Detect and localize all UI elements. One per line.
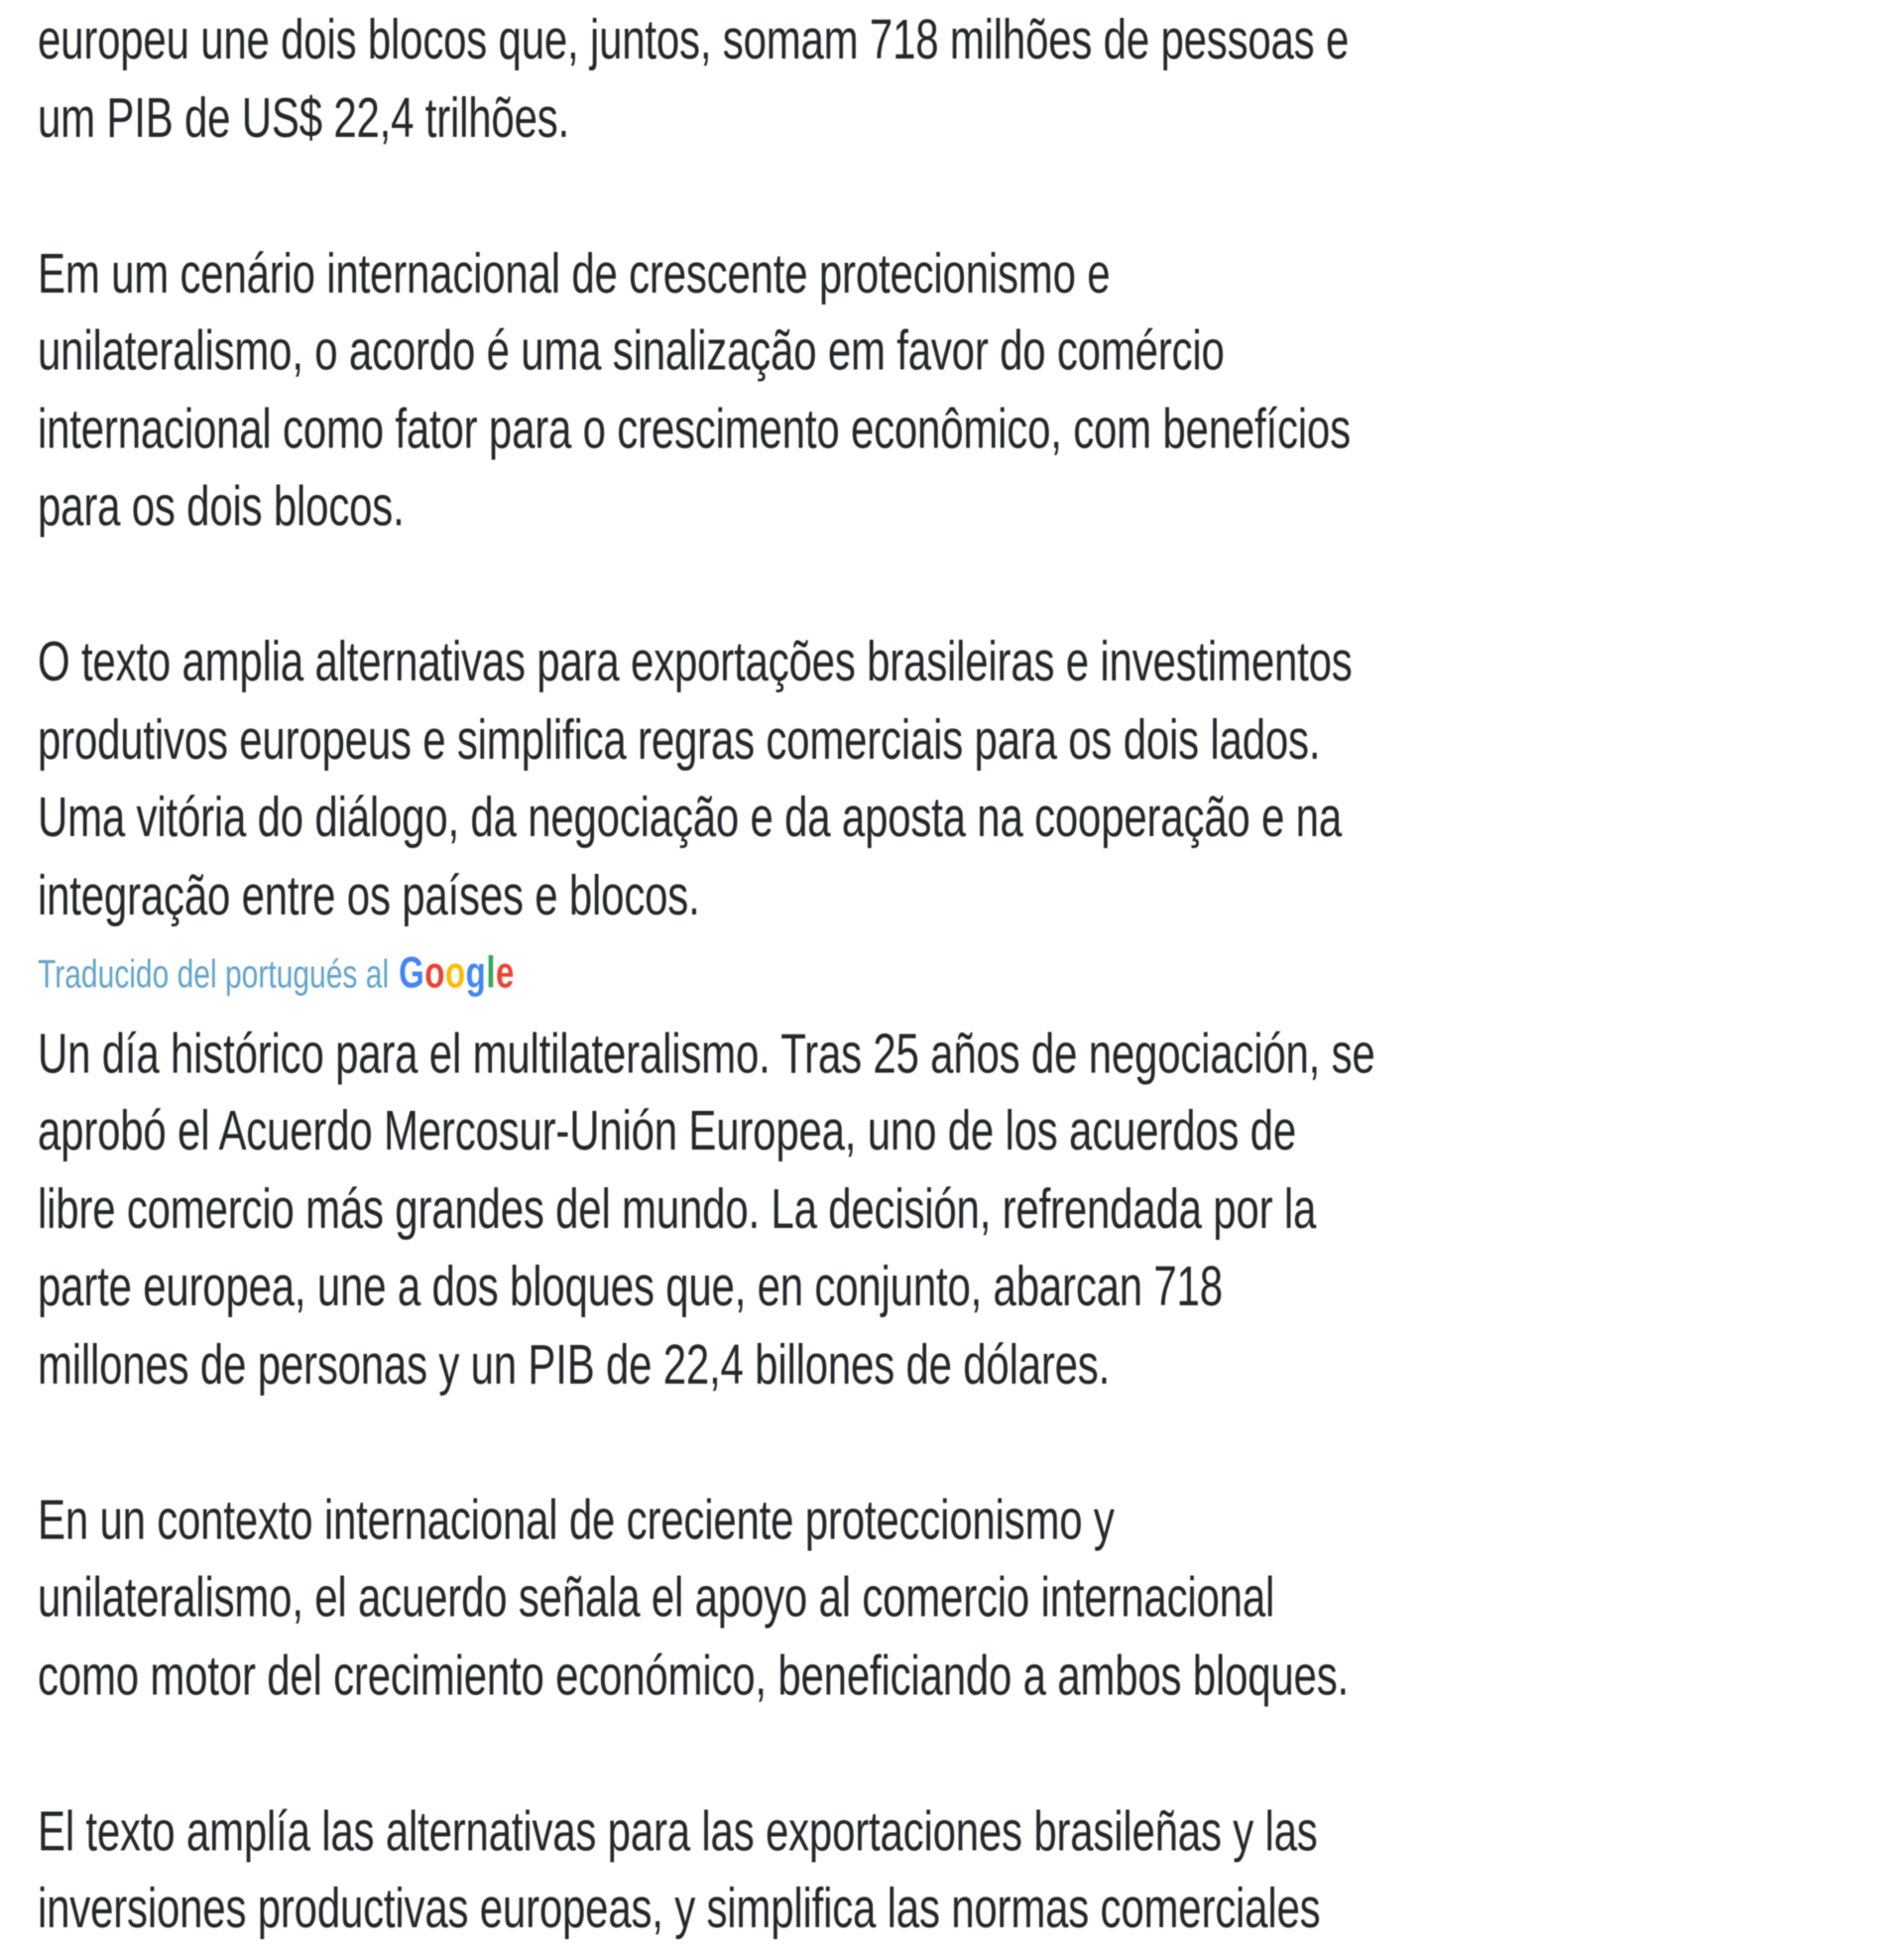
text-line: Em um cenário internacional de crescente protecionismo e <box>38 241 1111 304</box>
text-line: En un contexto internacional de creciente proteccionismo y <box>38 1488 1115 1551</box>
text-line: produtivos europeus e simplifica regras comerciais para os dois lados. <box>38 707 1321 771</box>
translated-paragraph-2 <box>38 1481 1902 1714</box>
translated-paragraph-3 <box>38 1792 1902 1948</box>
translation-attribution-label[interactable]: Traducido del portugués al <box>38 952 390 997</box>
original-paragraph-2 <box>38 235 1902 547</box>
text-line: unilateralismo, el acuerdo señala el apoyo al comercio internacional <box>38 1565 1275 1629</box>
text-line: integração entre os países e blocos. <box>38 863 700 926</box>
text-line: unilateralismo, o acordo é uma sinalização em favor do comércio <box>38 318 1225 382</box>
text-line: El texto amplía las alternativas para las exportaciones brasileñas y las <box>38 1798 1318 1862</box>
google-logo-letter: G <box>399 947 425 997</box>
text-line: internacional como fator para o crescimento econômico, com benefícios <box>38 396 1351 459</box>
google-logo-letter: o <box>424 947 445 997</box>
original-paragraph-1 <box>38 1 1902 157</box>
google-logo-letter: l <box>486 947 496 997</box>
text-line: europeu une dois blocos que, juntos, somam 718 milhões de pessoas e <box>38 8 1350 71</box>
text-line: um PIB de US$ 22,4 trilhões. <box>38 85 570 149</box>
text-line: Un día histórico para el multilateralismo. Tras 25 años de negociación, se <box>38 1021 1375 1084</box>
google-logo-letter: o <box>444 947 466 997</box>
original-paragraph-3 <box>38 623 1902 934</box>
text-line: inversiones productivas europeas, y simplifica las normas comerciales <box>38 1877 1321 1940</box>
text-line: O texto amplia alternativas para exportações brasileiras e investimentos <box>38 630 1353 693</box>
text-line: parte europea, une a dos bloques que, en conjunto, abarcan 718 <box>38 1254 1223 1317</box>
text-line: libre comercio más grandes del mundo. La decisión, refrendada por la <box>38 1176 1317 1240</box>
translation-attribution <box>38 934 1902 1015</box>
text-line: para os dois blocos. <box>38 474 405 538</box>
text-line: millones de personas y un PIB de 22,4 billones de dólares. <box>38 1332 1111 1396</box>
google-logo-letter: g <box>465 947 487 997</box>
google-logo-letter: e <box>495 947 515 997</box>
text-line: aprobó el Acuerdo Mercosur-Unión Europea, uno de los acuerdos de <box>38 1099 1296 1162</box>
text-line: Uma vitória do diálogo, da negociação e da aposta na cooperação e na <box>38 785 1342 848</box>
translated-paragraph-1 <box>38 1015 1902 1403</box>
google-logo <box>399 947 515 997</box>
text-line: como motor del crecimiento económico, beneficiando a ambos bloques. <box>38 1643 1349 1706</box>
